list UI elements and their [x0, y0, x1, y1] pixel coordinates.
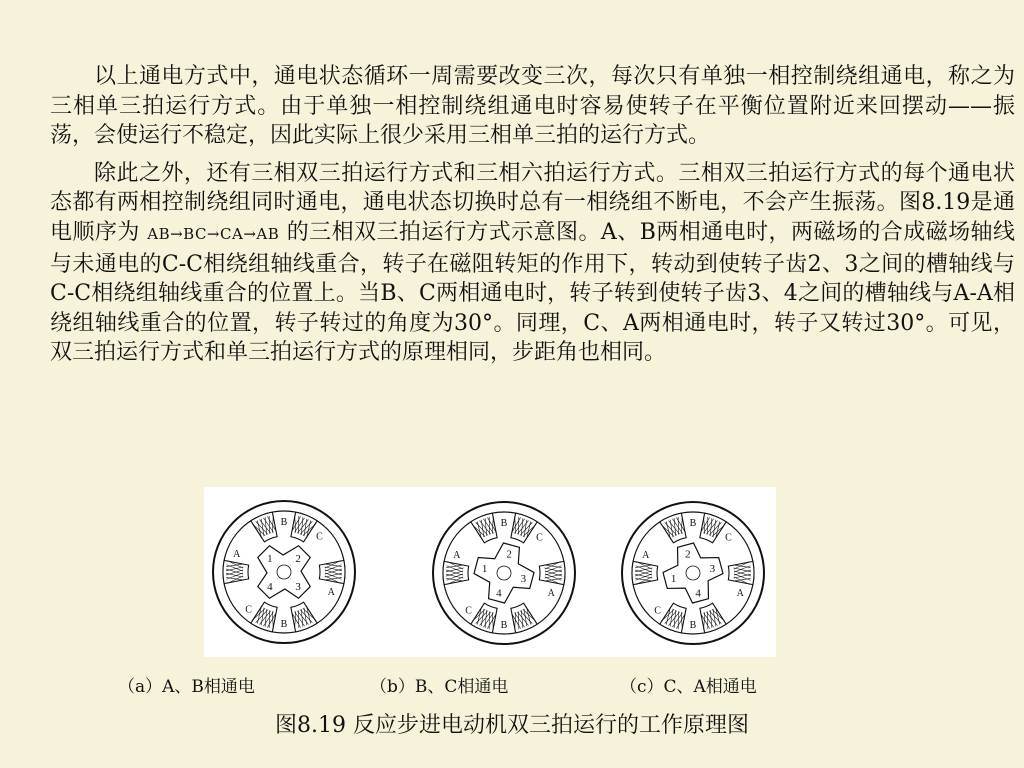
tooth-label: 4 — [496, 587, 502, 600]
paragraph-2-after: 的三相双三拍运行方式示意图。A、B两相通电时，两磁场的合成磁场轴线与未通电的C-C相绕组轴线重合，转子在磁阻转矩的作用下，转动到使转子齿2、3之间的槽轴线与C-C相绕组轴线重合的位置上。当B、C两相通电时，转子转到使转子齿3、4之间的槽轴线与A-A相绕组轴线重合的位置，转子转过的角度为30°。同理，C、A两相通电时，转子又转过30°。可见，双三拍运行方式和单三拍运行方式的原理相同，步距角也相同。 — [50, 219, 1015, 366]
tooth-label: 3 — [295, 581, 301, 594]
pole-label: B — [500, 620, 508, 631]
pole-label: C — [465, 605, 472, 617]
pole-label: C — [536, 532, 543, 544]
paragraph-1: 以上通电方式中，通电状态循环一周需要改变三次，每次只有单独一相控制绕组通电，称之为三相单三拍运行方式。由于单独一相控制绕组通电时容易使转子在平衡位置附近来回摆动——振荡，会使运行不稳定，因此实际上很少采用三相单三拍的运行方式。 — [50, 64, 1015, 149]
caption-c: （c）C、A相通电 — [620, 677, 757, 697]
pole-label: B — [280, 619, 288, 630]
motor-figure — [204, 487, 776, 657]
tooth-label: 1 — [670, 573, 677, 586]
tooth-label: 4 — [267, 581, 273, 594]
pole-label: C — [245, 604, 252, 616]
tooth-label: 2 — [685, 548, 691, 561]
pole-label: B — [500, 518, 508, 529]
body-text — [50, 62, 1015, 376]
tooth-label: 2 — [295, 552, 301, 565]
motor-diagram — [622, 502, 764, 644]
paragraph-2-before: 除此之外，还有三相双三拍运行方式和三相六拍运行方式。三相双三拍运行方式的每个通电状态都有两相控制绕组同时通电，通电状态切换时总有一相绕组不断电，不会产生振荡。图8.19是通电顺序为 — [50, 160, 1015, 245]
pole-label: C — [725, 532, 732, 544]
pole-label: C — [316, 531, 323, 543]
rotor — [258, 546, 310, 598]
pole-label: A — [642, 549, 650, 561]
tooth-label: 1 — [267, 552, 273, 565]
pole-label: C — [654, 605, 661, 617]
tooth-label: 3 — [709, 562, 716, 575]
pole-label: A — [327, 587, 335, 599]
pole-label: B — [689, 518, 697, 529]
motor-diagrams — [204, 487, 776, 657]
caption-b: （b）B、C相通电 — [370, 677, 509, 697]
tooth-label: 4 — [695, 587, 701, 600]
motor-diagram — [433, 502, 575, 644]
paragraph-2 — [50, 159, 1015, 368]
tooth-label: 3 — [520, 573, 527, 586]
caption-a: （a）A、B相通电 — [118, 677, 255, 697]
pole-label: B — [689, 620, 697, 631]
motor-diagram — [213, 501, 355, 643]
pole-label: A — [233, 548, 241, 560]
pole-label: A — [453, 549, 461, 561]
energize-sequence: AB→BC→CA→AB — [147, 224, 280, 243]
figure-captions — [0, 672, 1024, 698]
pole-label: A — [547, 588, 555, 600]
pole-label: A — [736, 588, 744, 600]
pole-label: B — [280, 517, 288, 528]
tooth-label: 1 — [481, 562, 488, 575]
figure-title: 图8.19 反应步进电动机双三拍运行的工作原理图 — [275, 713, 749, 738]
tooth-label: 2 — [506, 548, 512, 561]
